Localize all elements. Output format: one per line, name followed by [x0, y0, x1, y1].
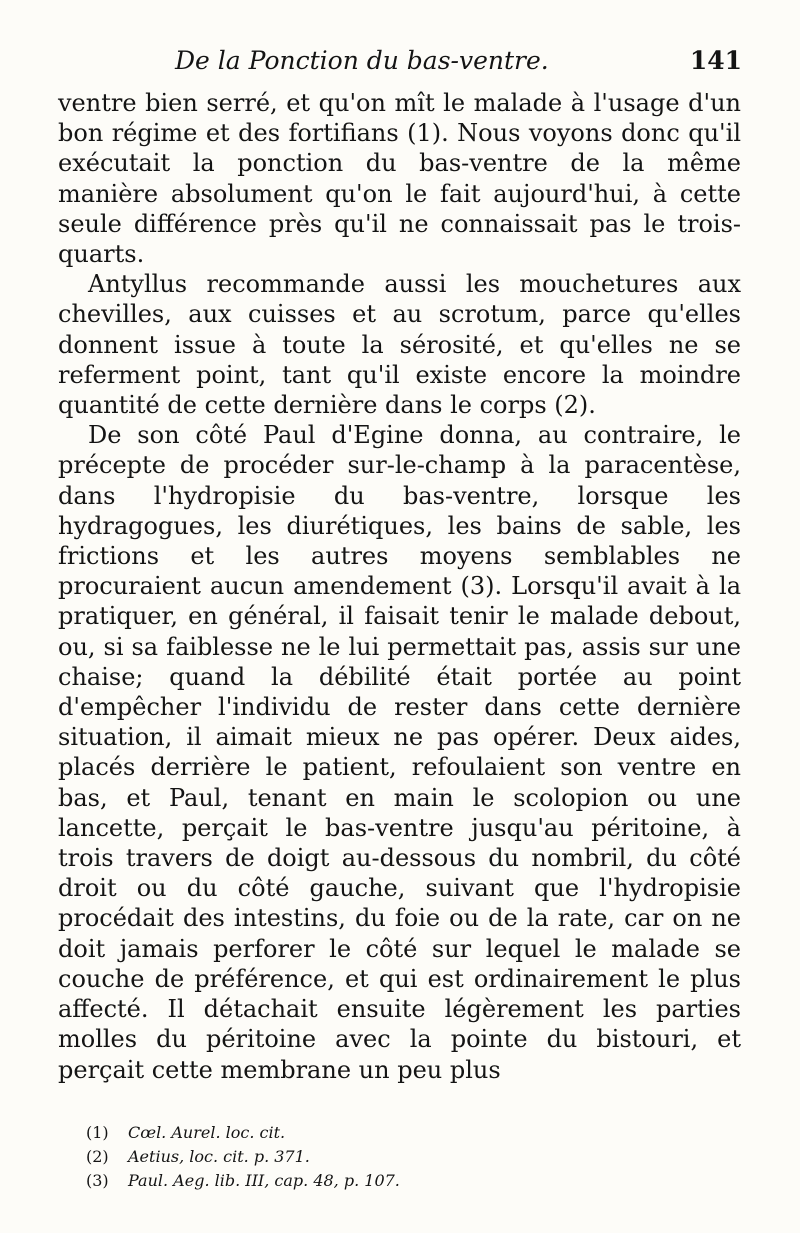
footnote-text: Cœl. Aurel. loc. cit. [128, 1123, 286, 1142]
paragraph: ventre bien serré, et qu'on mît le malade à l'usage d'un bon régime et des fortifians (1). Nous voyons donc qu'il exécutait la ponction du bas-ventre de la même manière absolument qu'on le fait aujourd'hui, à cette seule différence près qu'il ne connaissait pas le trois-quarts. [58, 89, 741, 269]
footnote [86, 1121, 686, 1145]
body-text [58, 88, 741, 1085]
footnote [86, 1145, 686, 1169]
page-header [60, 40, 760, 80]
paragraph: De son côté Paul d'Egine donna, au contraire, le précepte de procéder sur-le-champ à la paracentèse, dans l'hydropisie du bas-ventre, lorsque les hydragogues, les diurétiques, les bains de sable, les frictions et les autres moyens semblables ne procuraient aucun amendement (3). Lorsqu'il avait à la pratiquer, en général, il faisait tenir le malade debout, ou, si sa faiblesse ne le lui permettait pas, assis sur une chaise; quand la débilité était portée au point d'empêcher l'individu de rester dans cette dernière situation, il aimait mieux ne pas opérer. Deux aides, placés derrière le patient, refoulaient son ventre en bas, et Paul, tenant en main le scolopion ou une lancette, perçait le bas-ventre jusqu'au péritoine, à trois travers de doigt au-dessous du nombril, du côté droit ou du côté gauche, suivant que l'hydropisie procédait des intestins, du foie ou de la rate, car on ne doit jamais perforer le côté sur lequel le malade se couche de préférence, et qui est ordinairement le plus affecté. Il détachait ensuite légèrement les parties molles du péritoine avec la pointe du bistouri, et perçait cette membrane un peu plus [58, 421, 741, 1084]
footnote-text: Paul. Aeg. lib. III, cap. 48, p. 107. [128, 1171, 400, 1190]
page-number: 141 [689, 46, 742, 75]
footnotes [86, 1121, 686, 1193]
footnote-text: Aetius, loc. cit. p. 371. [128, 1147, 310, 1166]
footnote-mark: (3) [86, 1171, 109, 1190]
running-title: De la Ponction du bas-ventre. [175, 46, 549, 75]
footnote [86, 1169, 686, 1193]
footnote-mark: (2) [86, 1147, 109, 1166]
paragraph: Antyllus recommande aussi les mouchetures aux chevilles, aux cuisses et au scrotum, parce qu'elles donnent issue à toute la sérosité, et qu'elles ne se referment point, tant qu'il existe encore la moindre quantité de cette dernière dans le corps (2). [58, 270, 741, 420]
footnote-mark: (1) [86, 1123, 109, 1142]
